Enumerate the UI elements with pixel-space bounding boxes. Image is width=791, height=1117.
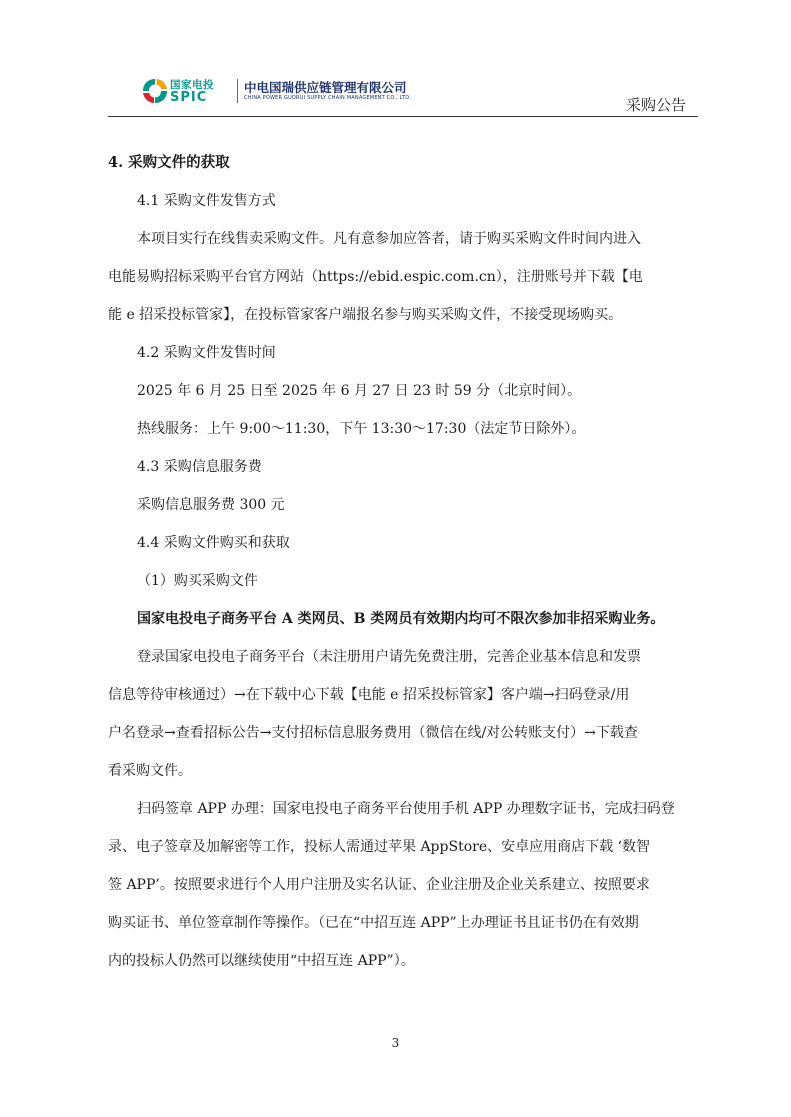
company-name: 中电国瑞供应链管理有限公司 — [244, 80, 407, 95]
paragraph-line: 本项目实行在线售卖采购文件。凡有意参加应答者，请于购买采购文件时间内进入 — [137, 231, 641, 247]
page-number: 3 — [391, 1036, 400, 1050]
paragraph-line: 登录国家电投电子商务平台（未注册用户请先免费注册，完善企业基本信息和发票 — [137, 649, 641, 665]
paragraph-line: 录、电子签章及加解密等工作，投标人需通过苹果 AppStore、安卓应用商店下载 ‘数智 — [108, 839, 651, 855]
paragraph-line: 信息等待审核通过）→在下载中心下载【电能 e 招采投标管家】客户端→扫码登录/用 — [108, 687, 630, 703]
hotline-service: 热线服务：上午 9:00～11:30，下午 13:30～17:30（法定节日除外）。 — [137, 421, 586, 437]
page-header — [108, 70, 698, 118]
logo-divider — [237, 79, 238, 103]
subsection-4-4-title: 4.4 采购文件购买和获取 — [137, 535, 290, 551]
document-type: 采购公告 — [625, 96, 686, 114]
paragraph-line: 电能易购招标采购平台官方网站（https://ebid.espic.com.cn），注册账号并下载【电 — [108, 269, 643, 285]
paragraph-line: 扫码签章 APP 办理：国家电投电子商务平台使用手机 APP 办理数字证书，完成扫码登 — [137, 801, 675, 817]
paragraph-login-steps — [108, 638, 698, 790]
paragraph-line: 能 e 招采投标管家】，在投标管家客户端报名参与购买采购文件，不接受现场购买。 — [108, 307, 623, 323]
spic-logo-icon — [140, 76, 170, 106]
paragraph-line: 购买证书、单位签章制作等操作。（已在“中招互连 APP”上办理证书且证书仍在有效期 — [108, 915, 639, 931]
document-body — [108, 144, 698, 980]
paragraph-line: 户名登录→查看招标公告→支付招标信息服务费用（微信在线/对公转账支付）→下载查 — [108, 725, 638, 741]
paragraph-4-1 — [108, 220, 698, 334]
subsection-4-3-title: 4.3 采购信息服务费 — [137, 459, 262, 475]
company-name-en: CHINA POWER GUORUI SUPPLY CHAIN MANAGEMENT CO., LTD. — [244, 95, 412, 101]
member-notice: 国家电投电子商务平台 A 类网员、B 类网员有效期内均可不限次参加非招采购业务。 — [137, 611, 665, 627]
subsection-4-1-title: 4.1 采购文件发售方式 — [137, 193, 276, 209]
paragraph-line: 内的投标人仍然可以继续使用“中招互连 APP”）。 — [108, 953, 415, 969]
paragraph-line: 看采购文件。 — [108, 763, 192, 779]
purchase-subheading: （1）购买采购文件 — [137, 573, 258, 589]
paragraph-signature-app — [108, 790, 698, 980]
subsection-4-2-title: 4.2 采购文件发售时间 — [137, 345, 276, 361]
sale-time: 2025 年 6 月 25 日至 2025 年 6 月 27 日 23 时 59 分（北京时间）。 — [137, 383, 582, 399]
company-logo — [140, 76, 412, 108]
logo-en-text: SPIC — [170, 90, 208, 105]
section-heading: 4. 采购文件的获取 — [108, 154, 230, 171]
logo-cn-text: 国家电投 — [170, 79, 214, 91]
service-fee: 采购信息服务费 300 元 — [137, 497, 285, 513]
header-rule — [108, 116, 698, 117]
paragraph-line: 签 APP’。按照要求进行个人用户注册及实名认证、企业注册及企业关系建立、按照要求 — [108, 877, 650, 893]
